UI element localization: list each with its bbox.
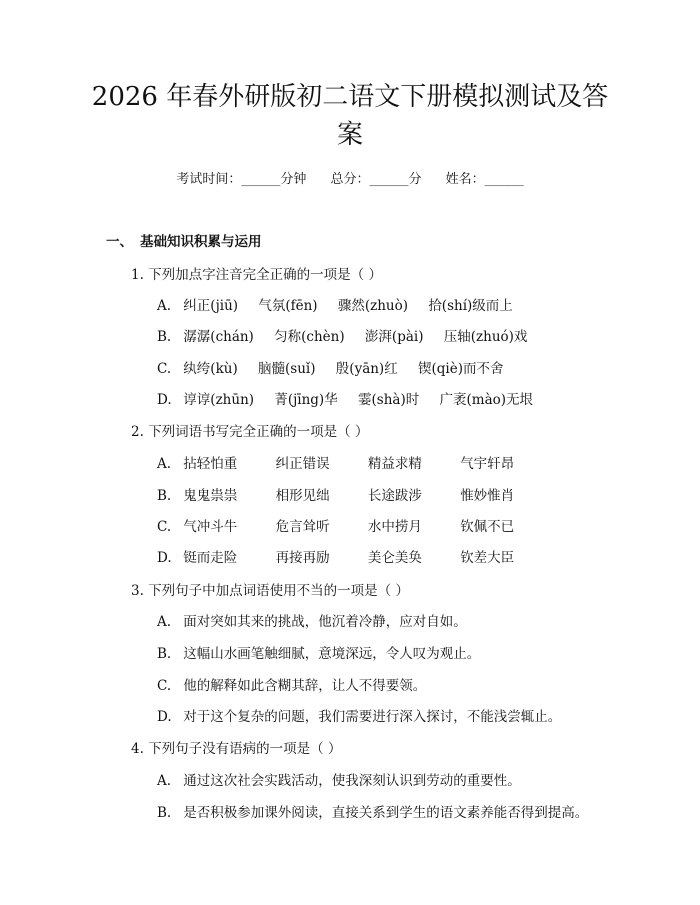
option-text: 面对突如其来的挑战，他沉着冷静，应对自如。 — [183, 614, 467, 630]
question-stem — [131, 263, 382, 283]
option-letter: A. — [157, 456, 172, 472]
option-item: 骤然(zhuò) — [337, 298, 409, 314]
option-letter: A. — [157, 614, 172, 630]
option-item: 水中捞月 — [367, 519, 422, 535]
option-row — [157, 294, 529, 314]
option-item: 拈轻怕重 — [183, 456, 238, 472]
section-heading — [106, 230, 262, 250]
question-stem — [131, 420, 368, 440]
option-item: 霎(shà)时 — [358, 392, 420, 408]
option-item: 菁(jīng)华 — [274, 392, 338, 408]
option-row — [157, 642, 480, 662]
option-row — [157, 515, 548, 535]
option-item: 气氛(fēn) — [258, 298, 318, 314]
option-item: 再接再励 — [275, 550, 330, 566]
option-letter: D. — [157, 550, 172, 566]
option-letter: C. — [157, 519, 172, 535]
page-title: 2026 年春外研版初二语文下册模拟测试及答案 — [91, 82, 609, 150]
option-row — [157, 388, 549, 408]
question-number: 1. — [131, 267, 144, 283]
option-row — [157, 801, 588, 821]
option-row — [157, 452, 548, 472]
question-text: 下列句子中加点词语使用不当的一项是（ ） — [148, 583, 409, 599]
option-row — [157, 769, 521, 789]
exam-info — [0, 168, 700, 187]
option-item: 鬼鬼祟祟 — [183, 488, 238, 504]
option-item: 长途跋涉 — [367, 488, 422, 504]
option-row — [157, 546, 548, 566]
question-text: 下列句子没有语病的一项是（ ） — [148, 741, 342, 757]
option-item: 殷(yān)红 — [335, 361, 398, 377]
option-row — [157, 484, 548, 504]
option-item: 危言耸听 — [275, 519, 330, 535]
option-letter: A. — [157, 298, 172, 314]
option-item: 钦佩不已 — [460, 519, 515, 535]
option-text: 通过这次社会实践活动，使我深刻认识到劳动的重要性。 — [183, 773, 521, 789]
section-number: 一、 — [106, 234, 133, 250]
option-row — [157, 325, 543, 345]
option-letter: B. — [157, 329, 172, 345]
option-letter: D. — [157, 392, 172, 408]
option-item: 精益求精 — [367, 456, 422, 472]
option-letter: B. — [157, 646, 172, 662]
option-letter: D. — [157, 709, 172, 725]
option-item: 铤而走险 — [183, 550, 238, 566]
option-item: 脑髓(suǐ) — [258, 361, 316, 377]
option-letter: C. — [157, 678, 172, 694]
question-text: 下列加点字注音完全正确的一项是（ ） — [148, 267, 382, 283]
exam-score: 总分：______分 — [330, 172, 422, 187]
question-number: 4. — [131, 741, 144, 757]
option-item: 锲(qiè)而不舍 — [418, 361, 504, 377]
option-text: 对于这个复杂的问题，我们需要进行深入探讨，不能浅尝辄止。 — [183, 709, 562, 725]
question-stem — [131, 579, 409, 599]
option-item: 纠正错误 — [275, 456, 330, 472]
option-item: 匀称(chèn) — [274, 329, 345, 345]
option-row — [157, 705, 561, 725]
option-item: 相形见绌 — [275, 488, 330, 504]
option-text: 这幅山水画笔触细腻，意境深远，令人叹为观止。 — [183, 646, 481, 662]
question-text: 下列词语书写完全正确的一项是（ ） — [148, 424, 369, 440]
question-number: 2. — [131, 424, 144, 440]
option-letter: B. — [157, 805, 172, 821]
option-item: 气冲斗牛 — [183, 519, 238, 535]
question-number: 3. — [131, 583, 144, 599]
option-item: 拾(shí)级而上 — [428, 298, 513, 314]
option-item: 钦差大臣 — [460, 550, 515, 566]
option-item: 纠正(jiū) — [183, 298, 239, 314]
option-row — [157, 674, 426, 694]
exam-name: 姓名：______ — [445, 172, 524, 187]
option-item: 气宇轩昂 — [460, 456, 515, 472]
exam-time: 考试时间：______分钟 — [176, 172, 307, 187]
option-letter: A. — [157, 773, 172, 789]
section-title: 基础知识积累与运用 — [140, 234, 262, 250]
option-item: 压轴(zhuó)戏 — [443, 329, 528, 345]
option-item: 纨绔(kù) — [183, 361, 238, 377]
option-item: 美仑美奂 — [367, 550, 422, 566]
option-item: 潺潺(chán) — [183, 329, 254, 345]
option-text: 是否积极参加课外阅读，直接关系到学生的语文素养能否得到提高。 — [183, 805, 589, 821]
option-letter: C. — [157, 361, 172, 377]
option-item: 广袤(mào)无垠 — [439, 392, 534, 408]
option-text: 他的解释如此含糊其辞，让人不得要领。 — [183, 678, 427, 694]
option-item: 谆谆(zhūn) — [183, 392, 255, 408]
question-stem — [131, 737, 341, 757]
option-row — [157, 357, 519, 377]
option-letter: B. — [157, 488, 172, 504]
option-item: 澎湃(pài) — [364, 329, 424, 345]
option-item: 惟妙惟肖 — [460, 488, 515, 504]
option-row — [157, 610, 467, 630]
